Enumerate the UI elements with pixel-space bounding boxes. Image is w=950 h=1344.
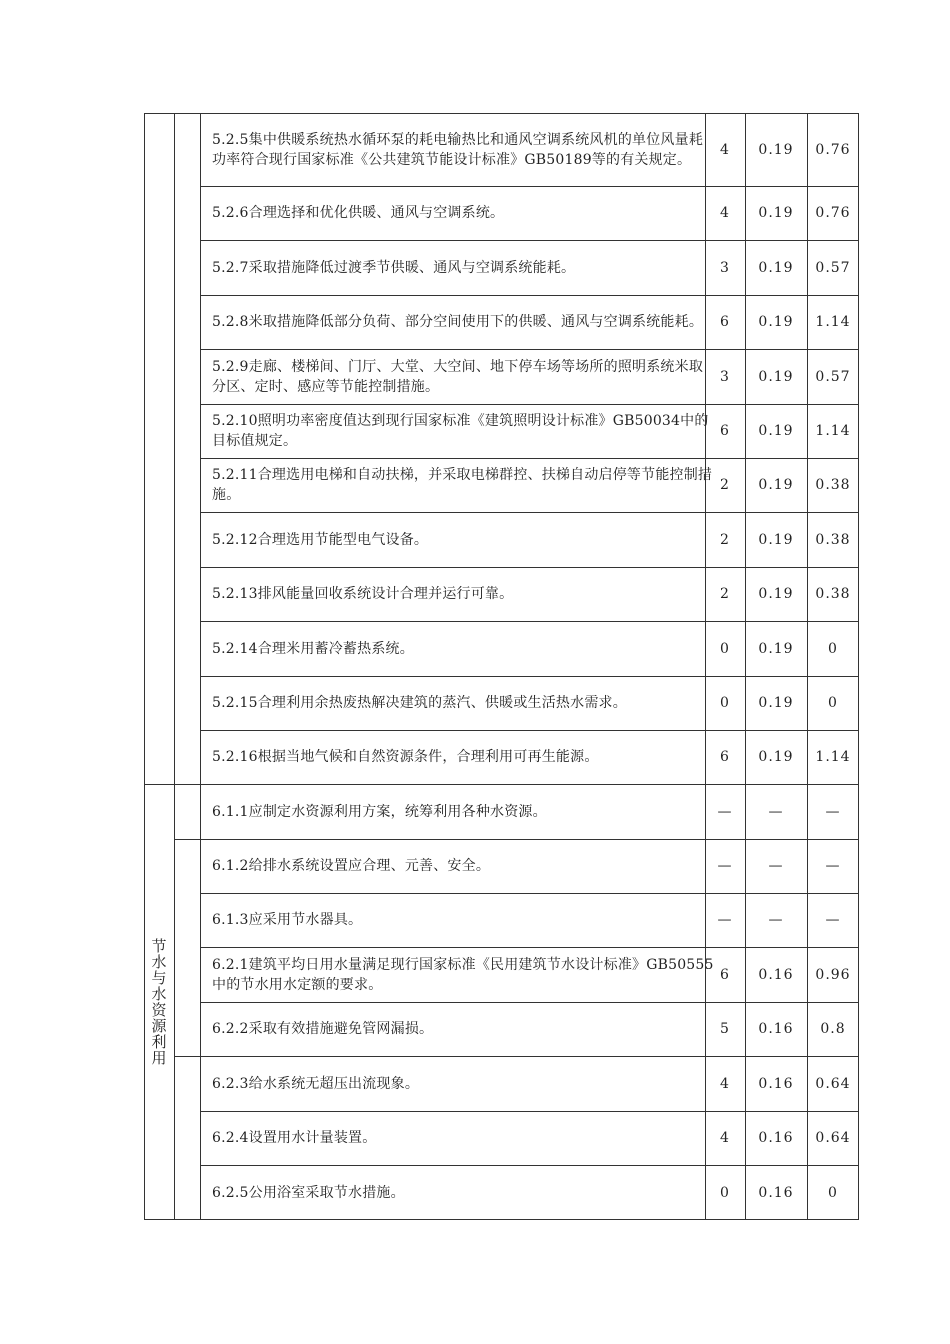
criterion-text: 5.2.16根据当地气候和自然资源条件，合理利用可再生能源。 <box>212 749 599 765</box>
weighted-score-cell: 1.14 <box>815 423 851 439</box>
weight-cell: — <box>768 912 784 928</box>
weighted-score-cell: 0.64 <box>815 1130 851 1146</box>
weight-cell: 0.16 <box>758 1184 794 1201</box>
table-row <box>144 730 859 784</box>
score-cell: 6 <box>720 314 730 330</box>
score-cell: 0 <box>720 640 730 657</box>
criterion-text: 5.2.5集中供暖系统热水循环泵的耗电输热比和通风空调系统风机的单位风量耗功率符合现行国家标准《公共建筑节能设计标准》GB50189等的有关规定。 <box>212 131 704 168</box>
table-row <box>144 404 859 458</box>
score-cell: 6 <box>720 966 730 983</box>
criterion-text: 6.2.3给水系统无超压出流现象。 <box>212 1075 420 1092</box>
table-row <box>144 784 859 839</box>
weight-cell: 0.16 <box>758 1021 794 1037</box>
criterion-text: 6.2.4设置用水计量装置。 <box>212 1130 377 1146</box>
score-cell: 2 <box>720 531 730 548</box>
table-row <box>144 1056 859 1111</box>
weight-cell: 0.19 <box>758 640 794 657</box>
weighted-score-cell: — <box>825 803 841 820</box>
criterion-text: 5.2.14合理米用蓄冷蓄热系统。 <box>212 640 414 657</box>
score-cell: — <box>717 858 733 874</box>
criterion-text: 5.2.8米取措施降低部分负荷、部分空间使用下的供暖、通风与空调系统能耗。 <box>212 314 704 330</box>
criterion-text: 6.2.1建筑平均日用水量满足现行国家标准《民用建筑节水设计标准》GB50555中的节水用水定额的要求。 <box>212 956 714 993</box>
weight-cell: 0.19 <box>758 695 794 711</box>
criterion-text: 5.2.13排风能量回收系统设计合理并运行可靠。 <box>212 586 514 602</box>
score-cell: 6 <box>720 423 730 439</box>
evaluation-table <box>144 113 859 1220</box>
criterion-text: 6.1.3应采用节水器具。 <box>212 912 363 928</box>
table-row <box>144 567 859 621</box>
criterion-text: 6.1.2给排水系统设置应合理、元善、安全。 <box>212 858 491 874</box>
score-cell: 3 <box>720 368 730 385</box>
weighted-score-cell: 0 <box>828 1184 838 1201</box>
score-cell: — <box>717 803 733 820</box>
score-cell: 4 <box>720 205 730 221</box>
criterion-text: 5.2.7采取措施降低过渡季节供暖、通风与空调系统能耗。 <box>212 259 576 276</box>
weight-cell: — <box>768 803 784 820</box>
weight-cell: 0.16 <box>758 1130 794 1146</box>
weighted-score-cell: 0 <box>828 640 838 657</box>
criterion-text: 5.2.11合理选用电梯和自动扶梯，并采取电梯群控、扶梯自动启停等节能控制措施。 <box>212 467 713 503</box>
score-cell: 2 <box>720 586 730 602</box>
weighted-score-cell: 0.38 <box>815 477 851 493</box>
weighted-score-cell: 0.76 <box>815 141 851 158</box>
criterion-text: 6.1.1应制定水资源利用方案，统筹利用各种水资源。 <box>212 803 547 820</box>
score-cell: 0 <box>720 1184 730 1201</box>
weight-cell: 0.19 <box>758 586 794 602</box>
score-cell: 0 <box>720 695 730 711</box>
table-row <box>144 295 859 349</box>
weighted-score-cell: 0.64 <box>815 1075 851 1092</box>
score-cell: 5 <box>720 1021 730 1037</box>
table-row <box>144 1002 859 1056</box>
weighted-score-cell: 0.38 <box>815 531 851 548</box>
table-row <box>144 1111 859 1165</box>
category-label: 节水与水资源利用 <box>149 938 168 1066</box>
score-cell: 4 <box>720 141 730 158</box>
table-row <box>144 458 859 512</box>
weight-cell: 0.19 <box>758 259 794 276</box>
weighted-score-cell: 0 <box>828 695 838 711</box>
score-cell: — <box>717 912 733 928</box>
weight-cell: 0.19 <box>758 477 794 493</box>
table-row <box>144 113 859 186</box>
weight-cell: 0.16 <box>758 966 794 983</box>
table-row <box>144 1165 859 1220</box>
score-cell: 2 <box>720 477 730 493</box>
table-row <box>144 947 859 1002</box>
score-cell: 3 <box>720 259 730 276</box>
table-row <box>144 240 859 295</box>
weighted-score-cell: 0.76 <box>815 205 851 221</box>
table-row <box>144 512 859 567</box>
criterion-text: 5.2.12合理选用节能型电气设备。 <box>212 531 429 548</box>
weighted-score-cell: — <box>825 912 841 928</box>
score-cell: 6 <box>720 749 730 765</box>
table-row <box>144 839 859 893</box>
weight-cell: 0.16 <box>758 1075 794 1092</box>
table-row <box>144 893 859 947</box>
score-cell: 4 <box>720 1130 730 1146</box>
criterion-text: 5.2.9走廊、楼梯间、门厅、大堂、大空间、地下停车场等场所的照明系统米取分区、定时、感应等节能控制措施。 <box>212 358 704 395</box>
weight-cell: 0.19 <box>758 314 794 330</box>
table-row <box>144 349 859 404</box>
weight-cell: 0.19 <box>758 141 794 158</box>
weighted-score-cell: 1.14 <box>815 314 851 330</box>
weighted-score-cell: 0.8 <box>820 1021 846 1037</box>
criterion-text: 6.2.2采取有效措施避免管网漏损。 <box>212 1021 434 1037</box>
table-row <box>144 621 859 676</box>
weighted-score-cell: 0.38 <box>815 586 851 602</box>
criterion-text: 5.2.15合理利用余热废热解决建筑的蒸汽、供暖或生活热水需求。 <box>212 695 627 711</box>
criterion-text: 5.2.10照明功率密度值达到现行国家标准《建筑照明设计标准》GB50034中的目标值规定。 <box>212 413 709 449</box>
weight-cell: 0.19 <box>758 531 794 548</box>
weight-cell: 0.19 <box>758 205 794 221</box>
criterion-text: 5.2.6合理选择和优化供暖、通风与空调系统。 <box>212 205 505 221</box>
weighted-score-cell: — <box>825 858 841 874</box>
score-cell: 4 <box>720 1075 730 1092</box>
weight-cell: 0.19 <box>758 423 794 439</box>
weight-cell: 0.19 <box>758 368 794 385</box>
criterion-text: 6.2.5公用浴室采取节水措施。 <box>212 1184 405 1201</box>
weighted-score-cell: 1.14 <box>815 749 851 765</box>
table-row <box>144 186 859 240</box>
weighted-score-cell: 0.57 <box>815 259 851 276</box>
table-row <box>144 676 859 730</box>
weighted-score-cell: 0.96 <box>815 966 851 983</box>
weight-cell: — <box>768 858 784 874</box>
weight-cell: 0.19 <box>758 749 794 765</box>
weighted-score-cell: 0.57 <box>815 368 851 385</box>
